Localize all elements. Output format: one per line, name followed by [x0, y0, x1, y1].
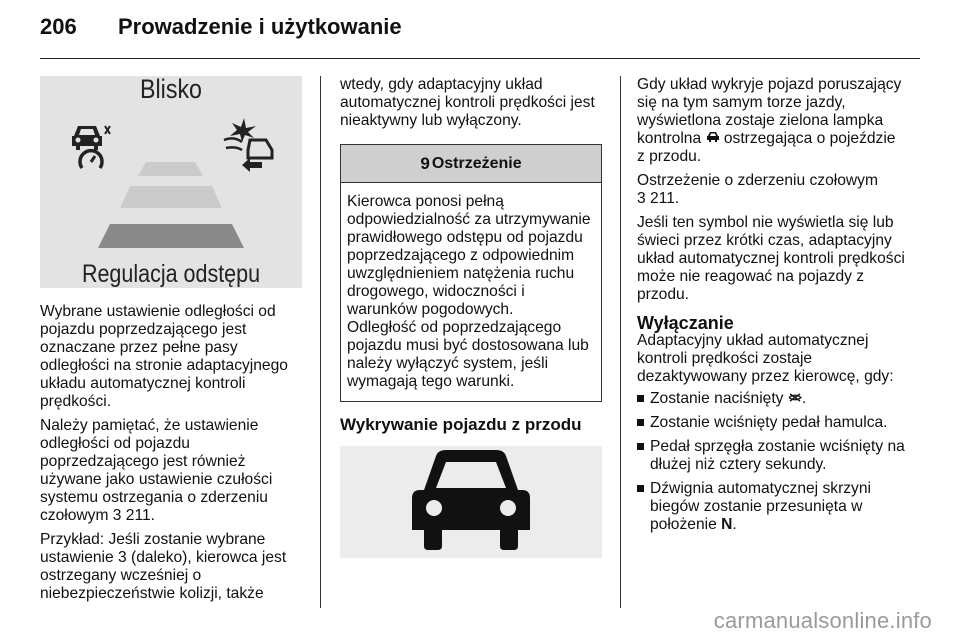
paragraph: Jeśli ten symbol nie wyświetla się lub świeci przez krótki czas, adaptacyjny układ automatycznej kontroli prędkości może nie reagować na pojazdy z przodu. [637, 214, 905, 303]
page-number: 206 [40, 14, 77, 39]
warning-header [341, 145, 601, 183]
section-heading: Wyłączanie [637, 313, 734, 333]
collision-warning-icon [224, 118, 272, 172]
display-caption: Regulacja odstępu [81, 260, 261, 288]
bullet-icon [637, 419, 644, 426]
distance-bar-1 [138, 162, 203, 176]
paragraph [637, 172, 907, 208]
paragraph-text: ostrzegająca o pojeździe z przodu. [637, 130, 896, 165]
warning-box [340, 144, 602, 402]
paragraph: wtedy, gdy adaptacyjny układ automatycznej kontroli prędkości jest nieaktywny lub wyłączony. [340, 76, 595, 129]
header-divider [40, 58, 920, 59]
paragraph-text: Gdy układ wykryje pojazd poruszający się na tym samym torze jazdy, wyświetlona zostaje zielona lampka kontrolna [637, 76, 902, 147]
gear-position-n: N [721, 516, 733, 533]
list-item [637, 438, 907, 474]
paragraph [637, 76, 907, 166]
bullet-icon [637, 485, 644, 492]
paragraph [40, 417, 302, 525]
column-3 [637, 76, 907, 540]
page-reference-link[interactable]: 3 211. [112, 507, 155, 524]
distance-display-illustration [40, 76, 302, 288]
vehicle-ahead-indicator-icon [706, 130, 720, 147]
section-heading: Wykrywanie pojazdu z przodu [340, 415, 582, 434]
bullet-icon [637, 395, 644, 402]
bullet-icon [637, 443, 644, 450]
deactivation-list [637, 390, 907, 534]
page-header [40, 14, 402, 44]
warning-title: Ostrzeżenie [431, 154, 522, 172]
cruise-off-button-icon [788, 390, 802, 407]
page-title: Prowadzenie i użytkowanie [118, 14, 402, 39]
distance-bars-graphic [40, 76, 302, 288]
distance-bar-2 [120, 186, 222, 208]
column-1 [40, 76, 302, 609]
warning-body [341, 183, 601, 401]
paragraph: Przykład: Jeśli zostanie wybrane ustawienie 3 (daleko), kierowca jest ostrzegany wcześniej o niebezpieczeństwie kolizji, także [40, 531, 287, 602]
list-item-text: . [732, 516, 737, 533]
column-divider [320, 76, 321, 608]
warning-triangle-icon: 9 [420, 153, 430, 173]
column-divider [620, 76, 621, 608]
paragraph-text: Należy pamiętać, że ustawienie odległości od pojazdu poprzedzającego jest również używane jako ustawienie czułości systemu ostrzegania o zderzeniu czołowym [40, 417, 273, 524]
page-reference-link[interactable]: 3 211. [637, 190, 680, 207]
paragraph: Adaptacyjny układ automatycznej kontroli prędkości zostaje dezaktywowany przez kierowcę, gdy: [637, 332, 894, 385]
distance-bar-3 [98, 224, 244, 248]
warning-text: Kierowca ponosi pełną odpowiedzialność za utrzymywanie prawidłowego odstępu od pojazdu poprzedzającego z odpowiednim uwzględnieniem natężenia ruchu drogowego, widoczności i warunków pogodowych. [347, 193, 591, 318]
list-item-text: Zostanie naciśnięty [650, 390, 784, 407]
list-item-text: . [801, 390, 807, 407]
list-item [637, 390, 907, 408]
display-title: Blisko [140, 76, 202, 104]
list-item-text: Zostanie wciśnięty pedał hamulca. [650, 414, 888, 431]
acc-car-gauge-icon [72, 126, 110, 168]
vehicle-ahead-icon [340, 446, 602, 558]
list-item-text: Pedał sprzęgła zostanie wciśnięty na dłużej niż cztery sekundy. [650, 438, 905, 473]
list-item [637, 480, 907, 534]
warning-text: Odległość od poprzedzającego pojazdu musi być dostosowana lub należy wyłączyć system, jeśli wymagają tego warunki. [347, 319, 589, 390]
list-item-text: Dźwignia automatycznej skrzyni biegów zostanie przesunięta w położenie [650, 480, 871, 533]
list-item [637, 414, 907, 432]
paragraph-text: Ostrzeżenie o zderzeniu czołowym [637, 172, 878, 189]
watermark: carmanualsonline.info [713, 608, 932, 633]
column-2 [340, 76, 602, 558]
vehicle-ahead-illustration [340, 446, 602, 558]
paragraph: Wybrane ustawienie odległości od pojazdu poprzedzającego jest oznaczane przez pełne pasy odległości na stronie adaptacyjnego układu automatycznej kontroli prędkości. [40, 303, 288, 410]
